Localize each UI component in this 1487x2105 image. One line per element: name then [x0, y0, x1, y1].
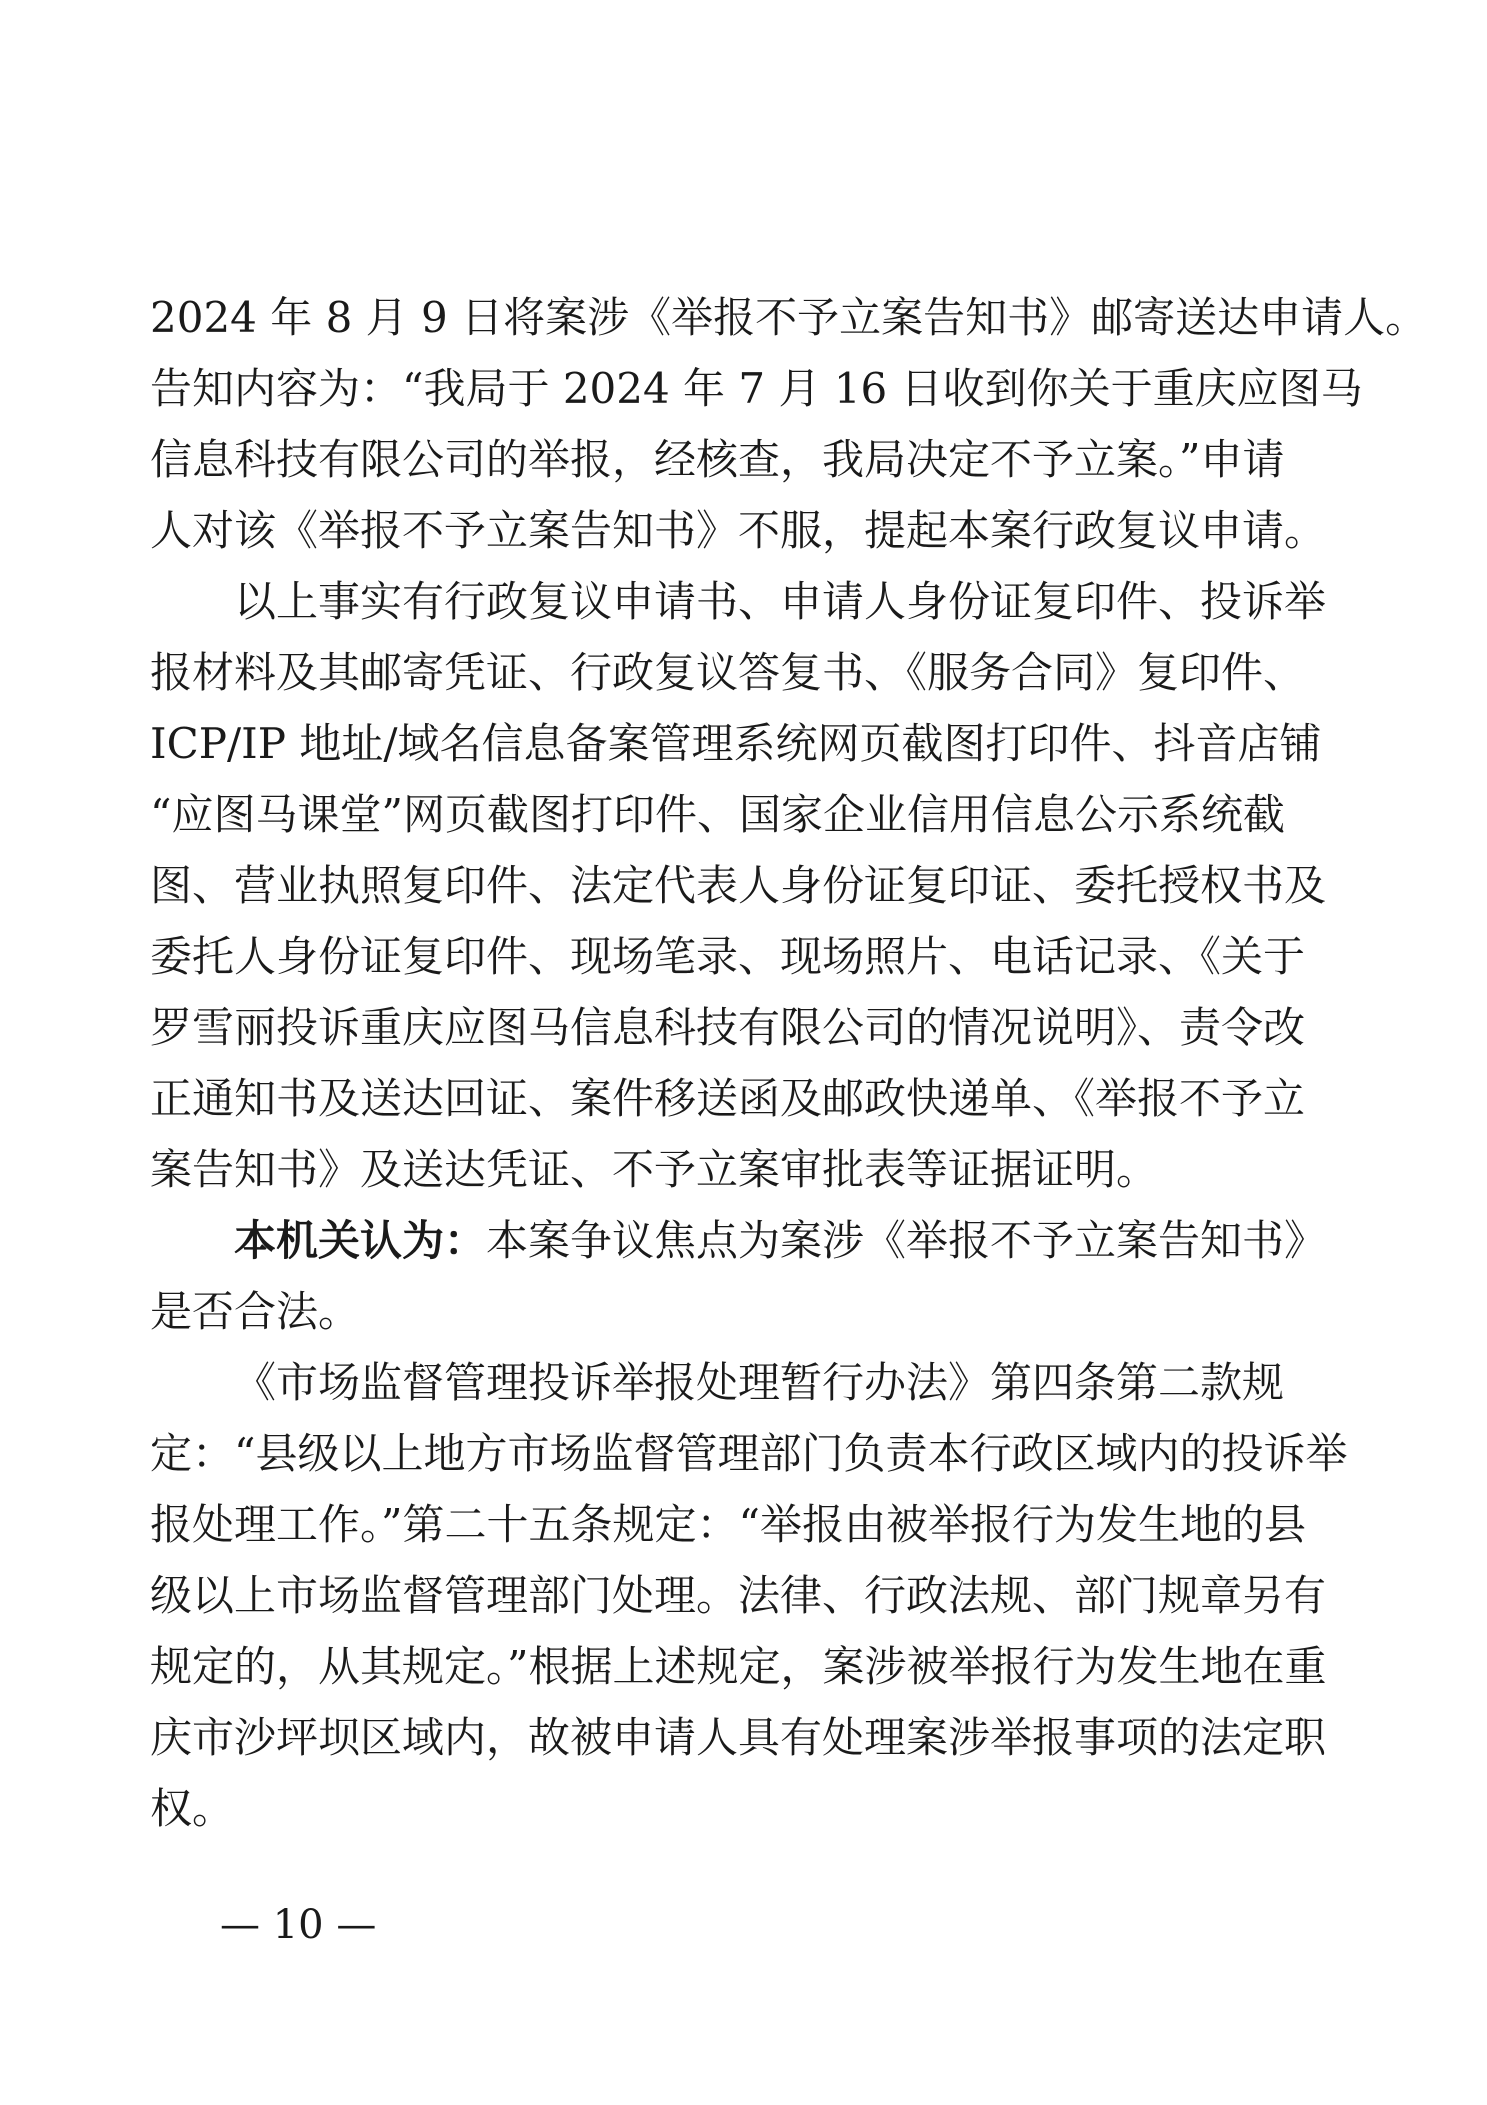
text-line: 信息科技有限公司的举报，经核查，我局决定不予立案。”申请 — [150, 435, 1285, 484]
text-line: 规定的，从其规定。”根据上述规定，案涉被举报行为发生地在重 — [150, 1642, 1327, 1691]
text-line — [150, 1205, 1327, 1276]
text-line: 庆市沙坪坝区域内，故被申请人具有处理案涉举报事项的法定职 — [150, 1713, 1327, 1762]
text-line: 人对该《举报不予立案告知书》不服，提起本案行政复议申请。 — [150, 506, 1327, 555]
body-text — [150, 282, 1428, 1844]
text-line: 是否合法。 — [150, 1287, 361, 1336]
text-line: 图、营业执照复印件、法定代表人身份证复印证、委托授权书及 — [150, 861, 1327, 910]
text-line: 级以上市场监督管理部门处理。法律、行政法规、部门规章另有 — [150, 1571, 1327, 1620]
text-fragment: 本案争议焦点为案涉《举报不予立案告知书》 — [486, 1216, 1327, 1265]
text-line: 《市场监督管理投诉举报处理暂行办法》第四条第二款规 — [234, 1358, 1285, 1407]
text-line: 权。 — [150, 1784, 235, 1833]
page-number: — 10 — — [220, 1902, 377, 1948]
text-line: 报材料及其邮寄凭证、行政复议答复书、《服务合同》复印件、 — [150, 648, 1306, 697]
text-line: 委托人身份证复印件、现场笔录、现场照片、电话记录、《关于 — [150, 932, 1306, 981]
text-line: 以上事实有行政复议申请书、申请人身份证复印件、投诉举 — [234, 577, 1327, 626]
text-line: 报处理工作。”第二十五条规定：“举报由被举报行为发生地的县 — [150, 1500, 1306, 1549]
section-lead: 本机关认为： — [234, 1216, 487, 1265]
text-line: 案告知书》及送达凭证、不予立案审批表等证据证明。 — [150, 1145, 1159, 1194]
text-line: “应图马课堂”网页截图打印件、国家企业信用信息公示系统截 — [150, 790, 1285, 839]
text-line: 正通知书及送达回证、案件移送函及邮政快递单、《举报不予立 — [150, 1074, 1306, 1123]
text-line: ICP/IP 地址/域名信息备案管理系统网页截图打印件、抖音店铺 — [150, 719, 1322, 768]
text-line: 罗雪丽投诉重庆应图马信息科技有限公司的情况说明》、责令改 — [150, 1003, 1306, 1052]
text-line: 2024 年 8 月 9 日将案涉《举报不予立案告知书》邮寄送达申请人。 — [150, 293, 1428, 342]
text-line: 定：“县级以上地方市场监督管理部门负责本行政区域内的投诉举 — [150, 1429, 1348, 1478]
text-line: 告知内容为：“我局于 2024 年 7 月 16 日收到你关于重庆应图马 — [150, 364, 1363, 413]
